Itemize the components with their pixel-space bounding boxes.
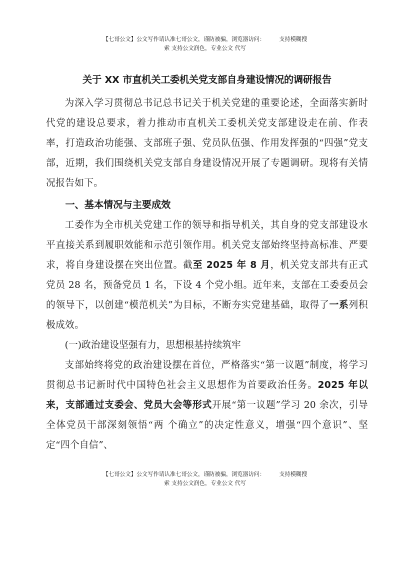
subsection1-paragraph: 支部始终将党的政治建设摆在首位，严格落实“第一议题”制度，将学习贯彻总书记新时代中国特色社会主义思想作为首要政治任务。2025 年以来，支部通过支委会、党员大会等形式开展“第一议题”学习 20 余次，引导全体党员干部深刻领悟“两 个确立”的决定性意义，增强“四个意识”、坚定“四个自信”、 (46, 360, 368, 451)
header-banner-line2: 索 支持公文润色，专业公文 代写 (164, 46, 246, 52)
subsection-heading-political-building: (一)政治建设坚强有力，思想根基持续筑牢 (64, 340, 241, 351)
footer-banner (0, 471, 410, 489)
footer-banner-line1-tail: 支持模糊搜 (279, 472, 308, 478)
intro-paragraph: 为深入学习贯彻总书记总书记关于机关党建的重要论述，全面落实新时代党的建设总要求，着力推动市直机关工委机关党支部建设走在前、作表率，打造政治功能强、支部班子强、党员队伍强、作用发挥强的“四强”党支部，近期，我们围绕机关党支部自身建设情况开展了专题调研。现将有关情况报告如下。 (46, 98, 368, 189)
header-banner-line1-tail: 支持模糊搜 (279, 37, 308, 43)
document-title: 关于 XX 市直机关工委机关党支部自身建设情况的调研报告 (82, 75, 332, 86)
document-body (46, 72, 368, 456)
section1-paragraph: 工委作为全市机关党建工作的领导和指导机关，其自身的党支部建设水平直接关系到履职效能和示范引领作用。机关党支部始终坚持高标准、严要求，将自身建设摆在突出位置。截至 2025 年 8 月，机关党支部共有正式党员 28 名，预备党员 1 名，下设 4 个党小组。近年来，支部在工委委员会的领导下，以创建“模范机关”为目标，不断夯实党建基础，取得了一系列积极成效。 (46, 220, 368, 331)
section-heading-basic-situation: 一、基本情况与主要成效 (65, 200, 171, 211)
header-banner (0, 36, 410, 54)
footer-banner-line1: 【七哥公文】公文写作请认准七哥公文，谨防被骗，浏览器访问： (102, 472, 266, 478)
header-banner-line1: 【七哥公文】公文写作请认准七哥公文，谨防被骗，浏览器访问： (102, 37, 266, 43)
footer-banner-line2: 索 支持公文润色，专业公文 代写 (164, 481, 246, 487)
